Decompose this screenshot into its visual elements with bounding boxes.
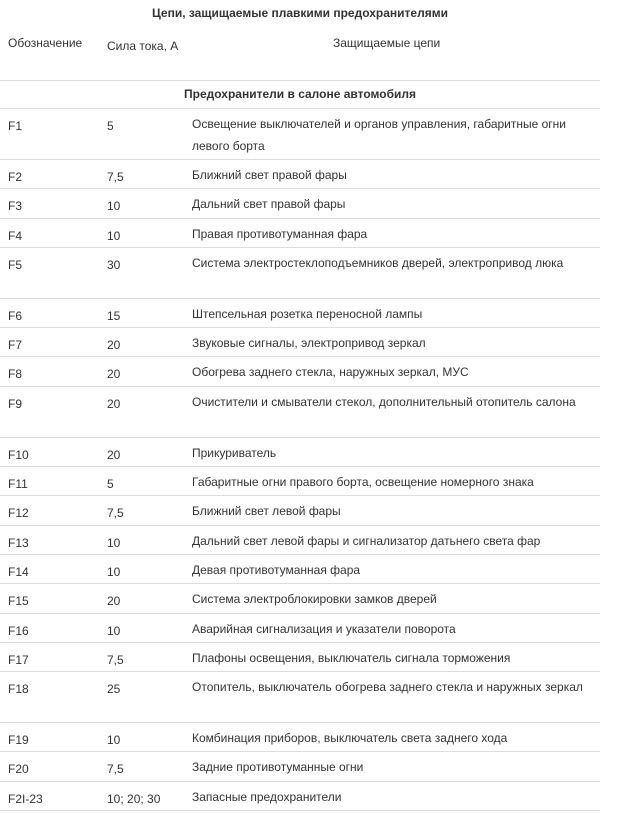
fuse-current: 10; 20; 30 — [107, 791, 161, 806]
fuse-current: 25 — [107, 682, 121, 697]
fuse-id: F15 — [8, 594, 29, 609]
fuse-id: F1 — [8, 119, 23, 133]
fuse-current: 7,5 — [107, 170, 124, 184]
fuse-id: F14 — [8, 564, 29, 579]
fuse-id: F10 — [8, 447, 29, 462]
table-caption: Цепи, защищаемые плавкими предохранителями — [152, 6, 448, 20]
table-row — [0, 438, 600, 467]
fuse-id: F19 — [8, 733, 29, 748]
fuse-id: F7 — [8, 338, 23, 353]
fuse-current: 5 — [107, 477, 114, 492]
table-row — [0, 555, 600, 584]
fuse-current: 20 — [107, 594, 121, 609]
fuse-id: F4 — [8, 228, 23, 243]
table-row — [0, 496, 600, 525]
fuse-current: 20 — [107, 447, 121, 462]
fuse-id: F2 — [8, 170, 23, 184]
fuse-circuit: Ближний свет правой фары — [192, 168, 347, 182]
fuse-current: 7,5 — [107, 652, 124, 667]
fuse-circuit: Комбинация приборов, выключатель света заднего хода — [192, 731, 508, 746]
table-row — [0, 160, 600, 189]
fuse-id: F6 — [8, 308, 23, 323]
fuse-circuit: Плафоны освещения, выключатель сигнала торможения — [192, 650, 511, 665]
table-row — [0, 219, 600, 248]
fuse-id: F16 — [8, 623, 29, 638]
fuse-id: F2I-23 — [8, 791, 43, 806]
fuse-current: 5 — [107, 119, 114, 133]
fuse-id: F9 — [8, 396, 23, 411]
fuse-current: 20 — [107, 396, 121, 411]
fuse-circuit: Освещение выключателей и органов управления, габаритные огни левого борта — [192, 117, 567, 153]
table-row — [0, 614, 600, 643]
fuse-current: 20 — [107, 338, 121, 353]
fuse-circuit: Правая противотуманная фара — [192, 226, 368, 241]
fuse-current: 15 — [107, 308, 121, 323]
fuse-circuit: Штепсельная розетка переносной лампы — [192, 306, 423, 321]
fuse-current: 10 — [107, 228, 121, 243]
table-row — [0, 584, 600, 613]
table-row — [0, 526, 600, 555]
fuse-circuit: Звуковые сигналы, электропривод зеркал — [192, 336, 426, 351]
fuse-id: F8 — [8, 367, 23, 382]
fuse-current: 20 — [107, 367, 121, 382]
fuse-circuit: Ближний свет левой фары — [192, 504, 341, 519]
header-designation: Обозначение — [8, 36, 83, 50]
table-row — [0, 723, 600, 752]
fuse-id: F5 — [8, 257, 23, 272]
section-title: Предохранители в салоне автомобиля — [0, 80, 600, 109]
fuse-current: 10 — [107, 199, 121, 214]
fuse-id: F13 — [8, 535, 29, 550]
table-row — [0, 357, 600, 386]
fuse-circuit: Обогрева заднего стекла, наружных зеркал, МУС — [192, 365, 469, 380]
fuse-circuit: Система электростеклоподъемников дверей, электропривод люка — [192, 255, 564, 270]
fuse-circuit: Аварийная сигнализация и указатели поворота — [192, 621, 456, 636]
table-row — [0, 643, 600, 672]
fuse-id: F17 — [8, 652, 29, 667]
table-row — [0, 387, 600, 438]
fuse-circuit: Очистители и смыватели стекол, дополнительный отопитель салона — [192, 394, 576, 409]
table-row — [0, 109, 600, 160]
fuse-current: 10 — [107, 564, 121, 579]
fuse-table-body — [0, 109, 600, 811]
header-circuits: Защищаемые цепи — [333, 36, 441, 50]
fuse-circuit: Отопитель, выключатель обогрева заднего стекла и наружных зеркал — [192, 680, 583, 695]
fuse-id: F3 — [8, 199, 23, 214]
table-row — [0, 467, 600, 496]
table-row — [0, 248, 600, 299]
fuse-current: 7,5 — [107, 762, 124, 777]
fuse-circuit: Дальний свет левой фары и сигнализатор датьнего света фар — [192, 533, 541, 548]
fuse-id: F20 — [8, 762, 29, 777]
table-row — [0, 189, 600, 218]
fuse-current: 7,5 — [107, 506, 124, 521]
fuse-id: F11 — [8, 477, 28, 492]
fuse-current: 30 — [107, 257, 121, 272]
table-row — [0, 752, 600, 781]
table-row — [0, 299, 600, 328]
fuse-circuit: Запасные предохранители — [192, 789, 342, 804]
table-header — [0, 30, 600, 81]
table-row — [0, 782, 600, 811]
table-row — [0, 328, 600, 357]
fuse-current: 10 — [107, 623, 121, 638]
fuse-circuit: Девая противотуманная фара — [192, 562, 361, 577]
fuse-circuit: Прикуриватель — [192, 445, 277, 460]
fuse-circuit: Габаритные огни правого борта, освещение номерного знака — [192, 475, 534, 490]
fuse-circuit: Дальний свет правой фары — [192, 197, 346, 212]
header-current: Сила тока, А — [107, 39, 179, 53]
table-row — [0, 672, 600, 723]
fuse-circuit: Задние противотуманные огни — [192, 760, 364, 775]
fuse-id: F12 — [8, 506, 29, 521]
fuse-id: F18 — [8, 682, 29, 697]
fuse-current: 10 — [107, 733, 121, 748]
fuse-circuit: Система электроблокировки замков дверей — [192, 592, 437, 607]
fuse-current: 10 — [107, 535, 121, 550]
